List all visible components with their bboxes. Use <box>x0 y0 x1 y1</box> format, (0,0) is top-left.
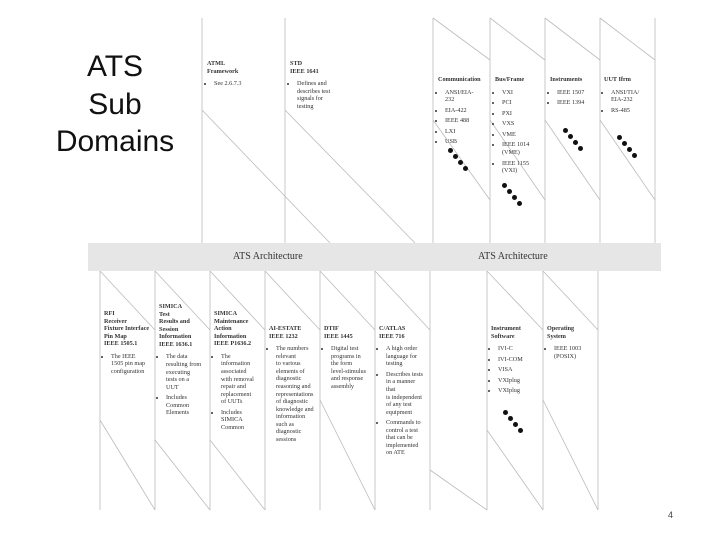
col-heading: RFI Receiver Fixture Interface Pin Map IEEE 1505.1 <box>104 310 150 348</box>
col-heading: AI-ESTATE IEEE 1232 <box>269 325 302 340</box>
col-item: • IEEE 1014 (VME) <box>502 141 543 156</box>
col-heading: SIMICA Maintenance Action Information IEEE P1636.2 <box>214 310 252 348</box>
bottom-col-catlas <box>379 325 429 460</box>
top-col-std <box>290 60 360 113</box>
col-item: • The IEEE 1505 pin map configuration <box>111 353 154 376</box>
col-item: • VISA <box>498 366 541 374</box>
col-item: • LXI <box>445 128 488 136</box>
col-item: • VXI <box>502 89 543 97</box>
col-item: • IEEE 1394 <box>557 99 598 107</box>
top-col-instruments <box>550 76 598 110</box>
band-label-right: ATS Architecture <box>478 251 548 262</box>
title-line-3: Domains <box>55 125 175 158</box>
col-item: • IEEE 1507 <box>557 89 598 97</box>
architecture-band <box>88 243 661 271</box>
bottom-col-rfi <box>104 310 154 379</box>
band-label-left: ATS Architecture <box>233 251 303 262</box>
col-heading: Operating System <box>547 325 575 340</box>
bottom-col-ai-estate <box>269 325 319 446</box>
col-item: • ANSI/EIA- 232 <box>445 89 488 104</box>
col-item: • VXIplug <box>498 377 541 385</box>
slide-title <box>40 48 190 161</box>
col-item: • PCI <box>502 99 543 107</box>
col-item: • IEEE 1155 (VXI) <box>502 160 543 175</box>
col-heading: Communication <box>438 76 481 83</box>
top-col-communication <box>438 76 488 149</box>
col-item: • ANSI/TIA/ EIA-232 <box>611 89 654 104</box>
col-item: • Includes SIMICA Common <box>221 409 264 432</box>
col-item: • Describes tests in a manner that is independent of any test equipment <box>386 371 429 416</box>
top-col-uut <box>604 76 654 117</box>
col-item: • IVI-COM <box>498 356 541 364</box>
col-heading: STD IEEE 1641 <box>290 60 319 75</box>
col-item: • Defines and describes test signals for testing <box>297 80 360 110</box>
col-item: • Includes Common Elements <box>166 394 209 417</box>
page-number: 4 <box>668 510 674 520</box>
col-item: • The information associated with removal repair and replacement of UUTs <box>221 353 264 406</box>
bottom-col-dtif <box>324 325 374 394</box>
col-heading: Instruments <box>550 76 583 83</box>
top-col-atml <box>207 60 279 91</box>
col-item: • VME <box>502 131 543 139</box>
col-item: • VXIplug <box>498 387 541 395</box>
col-item: • Commands to control a test that can be implemented on ATE <box>386 419 429 457</box>
bottom-col-operating-system <box>547 325 597 363</box>
col-heading: Bus/Frame <box>495 76 525 83</box>
col-heading: Instrument Software <box>491 325 521 340</box>
col-item: • IVI-C <box>498 345 541 353</box>
col-item: • VXS <box>502 120 543 128</box>
col-item: • PXI <box>502 110 543 118</box>
col-item: • The data resulting from executing tests on a UUT <box>166 353 209 391</box>
title-line-1: ATS <box>86 50 144 83</box>
top-col-bus-frame <box>495 76 543 178</box>
bottom-col-instrument-software <box>491 325 541 398</box>
bottom-col-simica-maint <box>214 310 264 434</box>
col-heading: C/ATLAS IEEE 716 <box>379 325 406 340</box>
col-heading: ATML Framework <box>207 60 239 75</box>
col-item: • A high order language for testing <box>386 345 429 368</box>
col-item: • Digital test programs in the form level-stimulus and response assembly <box>331 345 374 390</box>
col-item: • The numbers relevant to various elements of diagnostic reasoning and representations of diagnostic knowledge and information such as diagnostic sessions <box>276 345 319 443</box>
title-line-2: Sub <box>88 87 142 121</box>
col-heading: UUT Ifrm <box>604 76 631 83</box>
col-item: • EIA-422 <box>445 107 488 115</box>
col-heading: DTIF IEEE 1445 <box>324 325 353 340</box>
col-item: • IEEE 1003 (POSIX) <box>554 345 597 360</box>
bottom-col-simica-test <box>159 303 209 420</box>
col-heading: SIMICA Test Results and Session Information IEEE 1636.1 <box>159 303 193 348</box>
col-item: • USB <box>445 138 488 146</box>
col-item: • IEEE 488 <box>445 117 488 125</box>
col-item: • RS-485 <box>611 107 654 115</box>
col-item: • See 2.6.7.3 <box>214 80 279 88</box>
